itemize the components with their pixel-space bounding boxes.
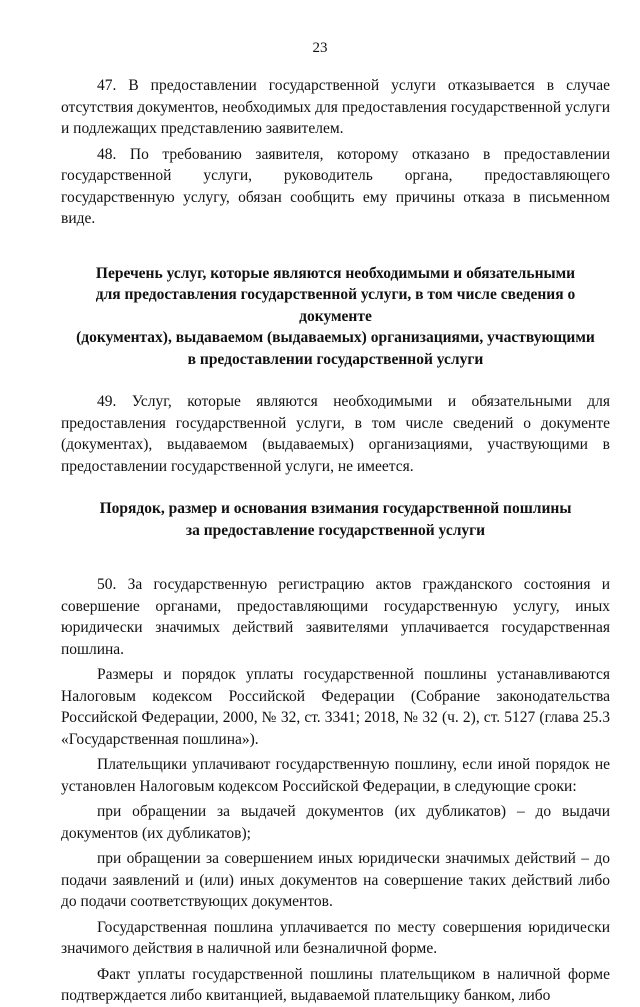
heading-line: Порядок, размер и основания взимания государственной пошлины (99, 500, 572, 517)
heading-line: для предоставления государственной услуги, в том числе сведения о документе (95, 286, 576, 325)
heading-line: в предоставлении государственной услуги (187, 350, 484, 368)
heading-line: Перечень услуг, которые являются необходимыми и обязательными (95, 264, 576, 282)
paragraph-50: 50. За государственную регистрацию актов гражданского состояния и совершение органами, предоставляющими государственную услугу, иных юридически значимых действий заявителями уплачивается государственная пошлина. (61, 576, 610, 658)
paragraph-49: 49. Услуг, которые являются необходимыми и обязательными для предоставления государственной услуги, в том числе сведений о документе (документах), выдаваемом (выдаваемых) организациями, участвующими в предоставлении государственной услуги, не имеется. (61, 393, 610, 475)
paragraph-payment-place: Государственная пошлина уплачивается по месту совершения юридически значимого действия в наличной или безналичной форме. (61, 918, 610, 957)
document-body (61, 75, 610, 1007)
paragraph-term-2: при обращении за совершением иных юридически значимых действий – до подачи заявлений и (или) иных документов на совершение таких действий либо до подачи соответствующих документов. (61, 850, 610, 910)
heading-line: за предоставление государственной услуги (185, 521, 486, 539)
section-heading-services (61, 263, 610, 371)
paragraph-term-1: при обращении за выдачей документов (их дубликатов) – до выдачи документов (их дубликатов); (61, 803, 610, 842)
paragraph-47: 47. В предоставлении государственной услуги отказывается в случае отсутствия документов, необходимых для предоставления государственной услуги и подлежащих представлению заявителем. (61, 77, 610, 137)
page-number: 23 (312, 40, 328, 56)
paragraph-payment-proof: Факт уплаты государственной пошлины плательщиком в наличной форме подтверждается либо квитанцией, выдаваемой плательщику банком, либо (61, 965, 610, 1004)
paragraph-payers: Плательщики уплачивают государственную пошлину, если иной порядок не установлен Налоговым кодексом Российской Федерации, в следующие сроки: (61, 756, 610, 795)
paragraph-fee-amount: Размеры и порядок уплаты государственной пошлины устанавливаются Налоговым кодексом Российской Федерации (Собрание законодательства Российской Федерации, 2000, № 32, ст. 3341; 2018, № 32 (ч. 2), ст. 5127 (глава 25.3 «Государственная пошлина»). (61, 666, 610, 748)
heading-line: (документах), выдаваемом (выдаваемых) организациями, участвующими (76, 329, 595, 346)
paragraph-48: 48. По требованию заявителя, которому отказано в предоставлении государственной услуги, руководитель органа, предоставляющего государственную услугу, обязан сообщить ему причины отказа в письменном виде. (61, 145, 610, 227)
section-heading-fee (61, 498, 610, 541)
